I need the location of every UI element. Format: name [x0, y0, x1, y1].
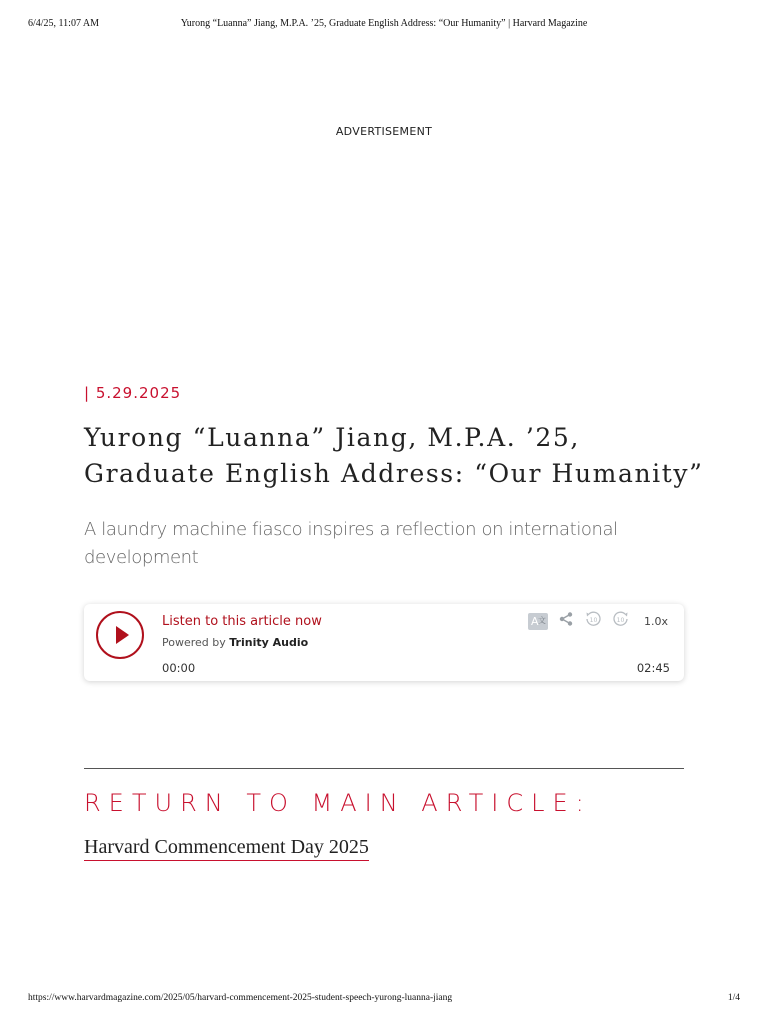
section-divider [84, 768, 684, 769]
article-dek: A laundry machine fiasco inspires a reflection on international development [84, 519, 618, 568]
return-heading: RETURN TO MAIN ARTICLE: [84, 789, 592, 817]
print-url: https://www.harvardmagazine.com/2025/05/harvard-commencement-2025-student-speech-yurong-luanna-jiang [28, 993, 453, 1003]
main-article-link[interactable]: Harvard Commencement Day 2025 [84, 836, 369, 861]
play-icon [116, 626, 129, 644]
listen-label: Listen to this article now [162, 614, 322, 629]
rewind-10-icon[interactable] [584, 610, 602, 633]
powered-brand[interactable]: Trinity Audio [229, 636, 309, 649]
print-page-title: Yurong “Luanna” Jiang, M.P.A. ’25, Graduate English Address: “Our Humanity” | Harvard Magazine [180, 18, 588, 29]
time-total: 02:45 [636, 661, 670, 675]
audio-player [84, 604, 684, 681]
powered-prefix: Powered by [162, 636, 226, 649]
svg-text:10: 10 [616, 616, 625, 624]
print-footer [28, 993, 740, 1007]
svg-text:10: 10 [589, 616, 598, 624]
advertisement-label: ADVERTISEMENT [335, 125, 433, 138]
powered-by [162, 636, 308, 649]
print-header [28, 18, 740, 34]
time-current: 00:00 [162, 661, 196, 675]
translate-icon[interactable]: A 文 [528, 613, 548, 630]
play-button[interactable] [96, 611, 144, 659]
share-icon[interactable] [558, 611, 574, 632]
forward-10-icon[interactable] [612, 610, 630, 633]
article-headline: Yurong “Luanna” Jiang, M.P.A. ’25, Graduate English Address: “Our Humanity” [84, 423, 704, 488]
playback-speed-button[interactable]: 1.0x [643, 614, 668, 628]
print-page-number: 1/4 [727, 993, 740, 1003]
article-dateline: | 5.29.2025 [84, 384, 182, 402]
player-controls [528, 612, 668, 630]
print-timestamp: 6/4/25, 11:07 AM [28, 18, 100, 29]
